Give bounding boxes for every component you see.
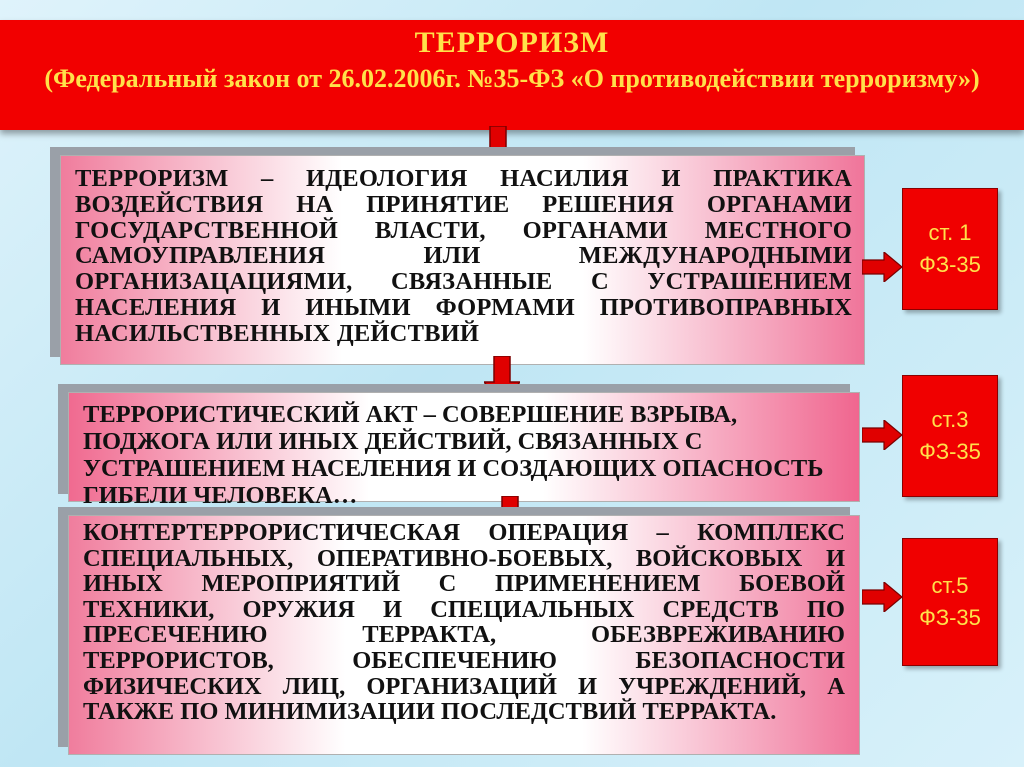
slide-header xyxy=(0,20,1024,130)
law-code: ФЗ-35 xyxy=(919,439,981,464)
slide-title: ТЕРРОРИЗМ xyxy=(414,26,610,59)
definition-terrorist-act xyxy=(68,392,860,509)
law-article-badge xyxy=(902,188,998,310)
definition-terrorist-act-text: ТЕРРОРИСТИЧЕСКИЙ АКТ – СОВЕРШЕНИЕ ВЗРЫВА, ПОДЖОГА ИЛИ ИНЫХ ДЕЙСТВИЙ, СВЯЗАННЫХ С УСТРАШЕНИЕМ НАСЕЛЕНИЯ И СОЗДАЮЩИХ ОПАСНОСТЬ ГИБЕЛИ ЧЕЛОВЕКА… xyxy=(83,401,824,509)
definition-terrorism xyxy=(60,155,865,365)
law-article-number: ст. 1 xyxy=(928,220,972,245)
law-article-badge xyxy=(902,538,998,666)
law-article-number: ст.3 xyxy=(931,407,969,432)
arrow-right-icon xyxy=(862,582,902,612)
law-code: ФЗ-35 xyxy=(919,605,981,630)
definition-terrorism-text: ТЕРРОРИЗМ – ИДЕОЛОГИЯ НАСИЛИЯ И ПРАКТИКА ВОЗДЕЙСТВИЯ НА ПРИНЯТИЕ РЕШЕНИЯ ОРГАНАМИ ГОСУДАРСТВЕННОЙ ВЛАСТИ, ОРГАНАМИ МЕСТНОГО САМОУПРАВЛЕНИЯ ИЛИ МЕЖДУНАРОДНЫМИ ОРГАНИЗАЦАЦИЯМИ, СВЯЗАННЫЕ С УСТРАШЕНИЕМ НАСЕЛЕНИЯ И ИНЫМИ ФОРМАМИ ПРОТИВОПРАВНЫХ НАСИЛЬСТВЕННЫХ ДЕЙСТВИЙ xyxy=(75,165,852,347)
arrow-right-icon xyxy=(862,252,902,282)
law-article-badge xyxy=(902,375,998,497)
law-article-number: ст.5 xyxy=(931,573,969,598)
arrow-right-icon xyxy=(862,420,902,450)
definition-counterterrorist-operation-text: КОНТЕРТЕРРОРИСТИЧЕСКАЯ ОПЕРАЦИЯ – КОМПЛЕКС СПЕЦИАЛЬНЫХ, ОПЕРАТИВНО-БОЕВЫХ, ВОЙСКОВЫХ И ИНЫХ МЕРОПРИЯТИЙ С ПРИМЕНЕНИЕМ БОЕВОЙ ТЕХНИКИ, ОРУЖИЯ И СПЕЦИАЛЬНЫХ СРЕДСТВ ПО ПРЕСЕЧЕНИЮ ТЕРРАКТА, ОБЕЗВРЕЖИВАНИЮ ТЕРРОРИСТОВ, ОБЕСПЕЧЕНИЮ БЕЗОПАСНОСТИ ФИЗИЧЕСКИХ ЛИЦ, ОРГАНИЗАЦИЙ И УЧРЕЖДЕНИЙ, А ТАКЖЕ ПО МИНИМИЗАЦИИ ПОСЛЕДСТВИЙ ТЕРРАКТА. xyxy=(83,519,845,726)
law-code: ФЗ-35 xyxy=(919,252,981,277)
definition-counterterrorist-operation xyxy=(68,515,860,755)
slide-subtitle: (Федеральный закон от 26.02.2006г. №35-ФЗ «О противодействии терроризму») xyxy=(44,64,980,93)
